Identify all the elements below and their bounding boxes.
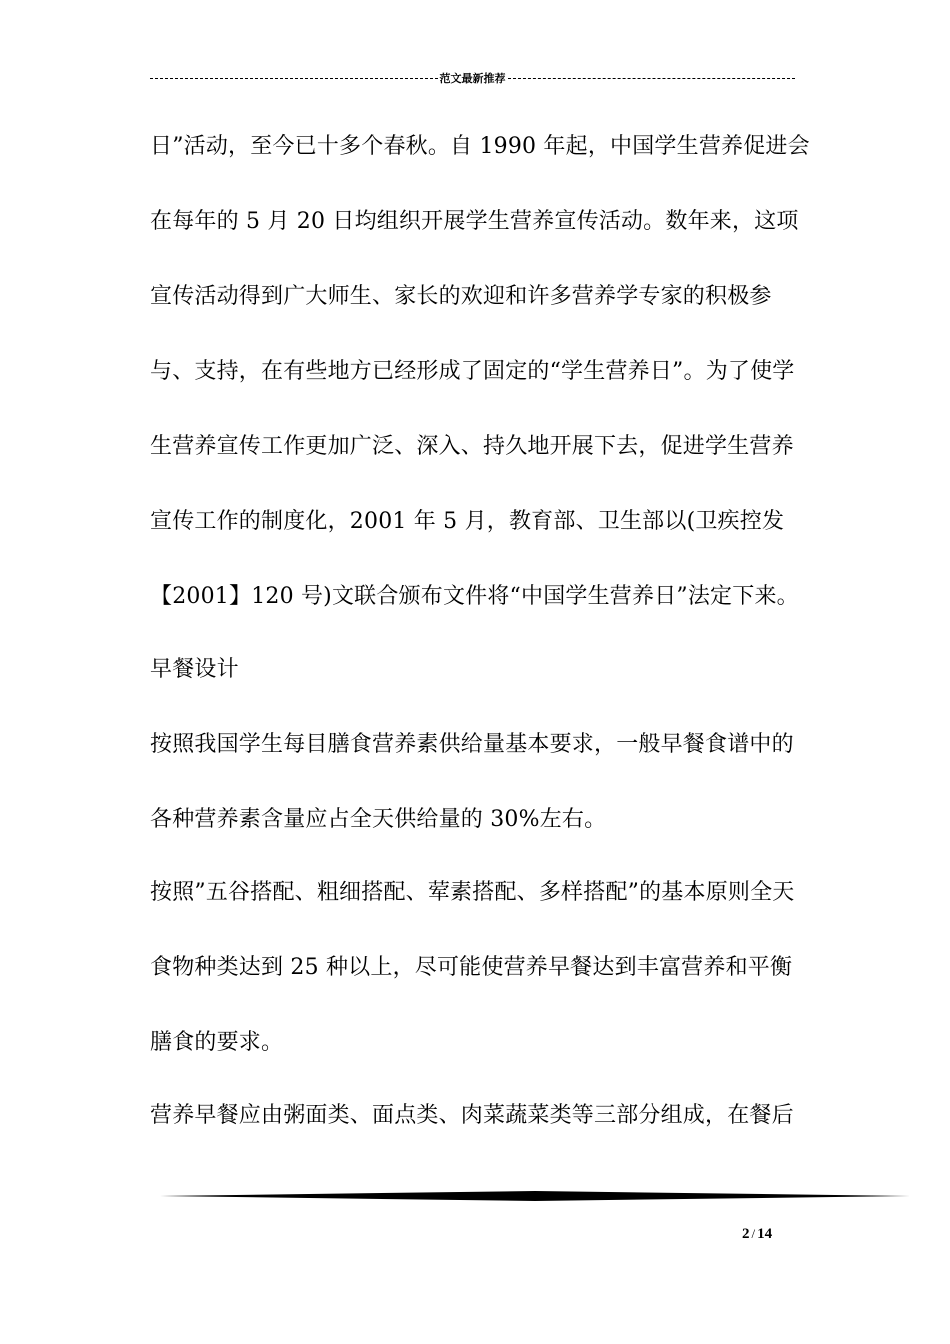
header-title: 范文最新推荐 (439, 72, 506, 85)
body-line: 按照”五谷搭配、粗细搭配、荤素搭配、多样搭配”的基本原则全天 (150, 880, 795, 905)
section-heading: 早餐设计 (150, 657, 239, 682)
header-dash-right (508, 78, 796, 79)
body-line: 食物种类达到 25 种以上，尽可能使营养早餐达到丰富营养和平衡 (150, 955, 793, 980)
body-line: 宣传工作的制度化，2001 年 5 月，教育部、卫生部以(卫疾控发 (150, 509, 785, 534)
body-line: 【2001】120 号)文联合颁布文件将“中国学生营养日”法定下来。 (150, 584, 799, 609)
body-line: 宣传活动得到广大师生、家长的欢迎和许多营养学专家的积极参 (150, 284, 772, 309)
page-current: 2 (742, 1226, 750, 1242)
body-line: 各种营养素含量应占全天供给量的 30%左右。 (150, 807, 607, 832)
page-total: 14 (757, 1226, 773, 1242)
body-line: 与、支持，在有些地方已经形成了固定的“学生营养日”。为了使学 (150, 359, 795, 384)
body-line: 营养早餐应由粥面类、面点类、肉菜蔬菜类等三部分组成，在餐后 (150, 1103, 794, 1128)
footer-rule (160, 1190, 910, 1202)
body-line: 膳食的要求。 (150, 1030, 284, 1055)
page-header (150, 68, 795, 88)
body-line: 日”活动，至今已十多个春秋。自 1990 年起，中国学生营养促进会 (150, 134, 810, 159)
body-line: 生营养宣传工作更加广泛、深入、持久地开展下去，促进学生营养 (150, 434, 794, 459)
body-line: 按照我国学生每目膳食营养素供给量基本要求，一般早餐食谱中的 (150, 732, 794, 757)
page-number (742, 1226, 812, 1243)
body-line: 在每年的 5 月 20 日均组织开展学生营养宣传活动。数年来，这项 (150, 209, 799, 234)
header-dash-left (150, 78, 438, 79)
page-separator: / (751, 1226, 756, 1241)
